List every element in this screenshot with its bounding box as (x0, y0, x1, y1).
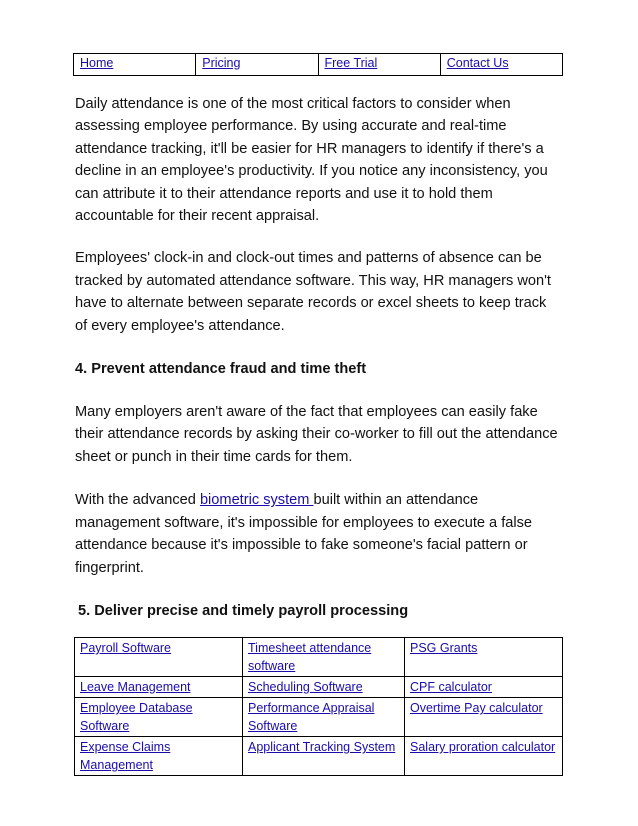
link-cpf-calculator[interactable]: CPF calculator (410, 680, 492, 694)
paragraph-attendance-importance: Daily attendance is one of the most critical factors to consider when assessing employee performance. By using accurate and real-time attendance tracking, it'll be easier for HR managers to identify if there's a decline in an employee's productivity. If you notice any inconsistency, you can attribute it to their attendance reports and use it to hold them accountable for their recent appraisal. (75, 96, 548, 225)
links-row (75, 737, 563, 776)
biometric-system-link[interactable]: biometric system (199, 492, 314, 509)
links-cell (75, 737, 243, 776)
link-applicant-tracking-system[interactable]: Applicant Tracking System (248, 740, 396, 754)
nav-cell-pricing (196, 54, 318, 76)
biometric-text-after: built within an attendance management software, it's impossible for employees to execute a false attendance because it's impossible to fake someone's facial pattern or fingerprint. (75, 492, 533, 576)
link-payroll-software[interactable]: Payroll Software (80, 641, 172, 655)
nav-row (74, 54, 563, 76)
nav-link-home[interactable]: Home (80, 56, 114, 70)
link-salary-proration-calculator[interactable]: Salary proration calculator (410, 740, 556, 754)
paragraph-biometric (75, 489, 560, 579)
link-employee-database-software[interactable]: Employee Database Software (80, 701, 193, 733)
links-cell (243, 737, 405, 776)
link-expense-claims-management[interactable]: Expense Claims Management (80, 740, 171, 772)
nav-cell-home (74, 54, 196, 76)
section-heading-4: 4. Prevent attendance fraud and time theft (75, 361, 367, 378)
biometric-text-before: With the advanced (75, 492, 200, 509)
links-cell (75, 638, 243, 677)
section-heading-5: 5. Deliver precise and timely payroll processing (78, 602, 409, 619)
link-overtime-pay-calculator[interactable]: Overtime Pay calculator (410, 701, 543, 715)
links-cell (405, 737, 563, 776)
link-performance-appraisal-software[interactable]: Performance Appraisal Software (248, 701, 375, 733)
links-cell (75, 677, 243, 698)
links-cell (243, 677, 405, 698)
links-cell (243, 698, 405, 737)
nav-cell-free-trial (318, 54, 440, 76)
paragraph-attendance-fraud: Many employers aren't aware of the fact that employees can easily fake their attendance records by asking their co-worker to fill out the attendance sheet or punch in their time cards for them. (75, 404, 558, 465)
links-cell (405, 677, 563, 698)
nav-link-free-trial[interactable]: Free Trial (324, 56, 378, 70)
nav-link-pricing[interactable]: Pricing (202, 56, 241, 70)
product-links-table (74, 637, 563, 776)
links-cell (405, 698, 563, 737)
link-timesheet-attendance-software[interactable]: Timesheet attendance software (248, 641, 372, 673)
article-body (75, 93, 560, 622)
link-leave-management[interactable]: Leave Management (80, 680, 191, 694)
nav-link-contact-us[interactable]: Contact Us (446, 56, 509, 70)
nav-table (73, 53, 563, 76)
links-row (75, 677, 563, 698)
link-psg-grants[interactable]: PSG Grants (410, 641, 478, 655)
paragraph-automated-tracking: Employees' clock-in and clock-out times and patterns of absence can be tracked by automated attendance software. This way, HR managers won't have to alternate between separate records or excel sheets to keep track of every employee's attendance. (75, 250, 551, 334)
nav-cell-contact-us (440, 54, 562, 76)
links-row (75, 638, 563, 677)
links-cell (405, 638, 563, 677)
links-cell (75, 698, 243, 737)
links-cell (243, 638, 405, 677)
link-scheduling-software[interactable]: Scheduling Software (248, 680, 363, 694)
links-row (75, 698, 563, 737)
